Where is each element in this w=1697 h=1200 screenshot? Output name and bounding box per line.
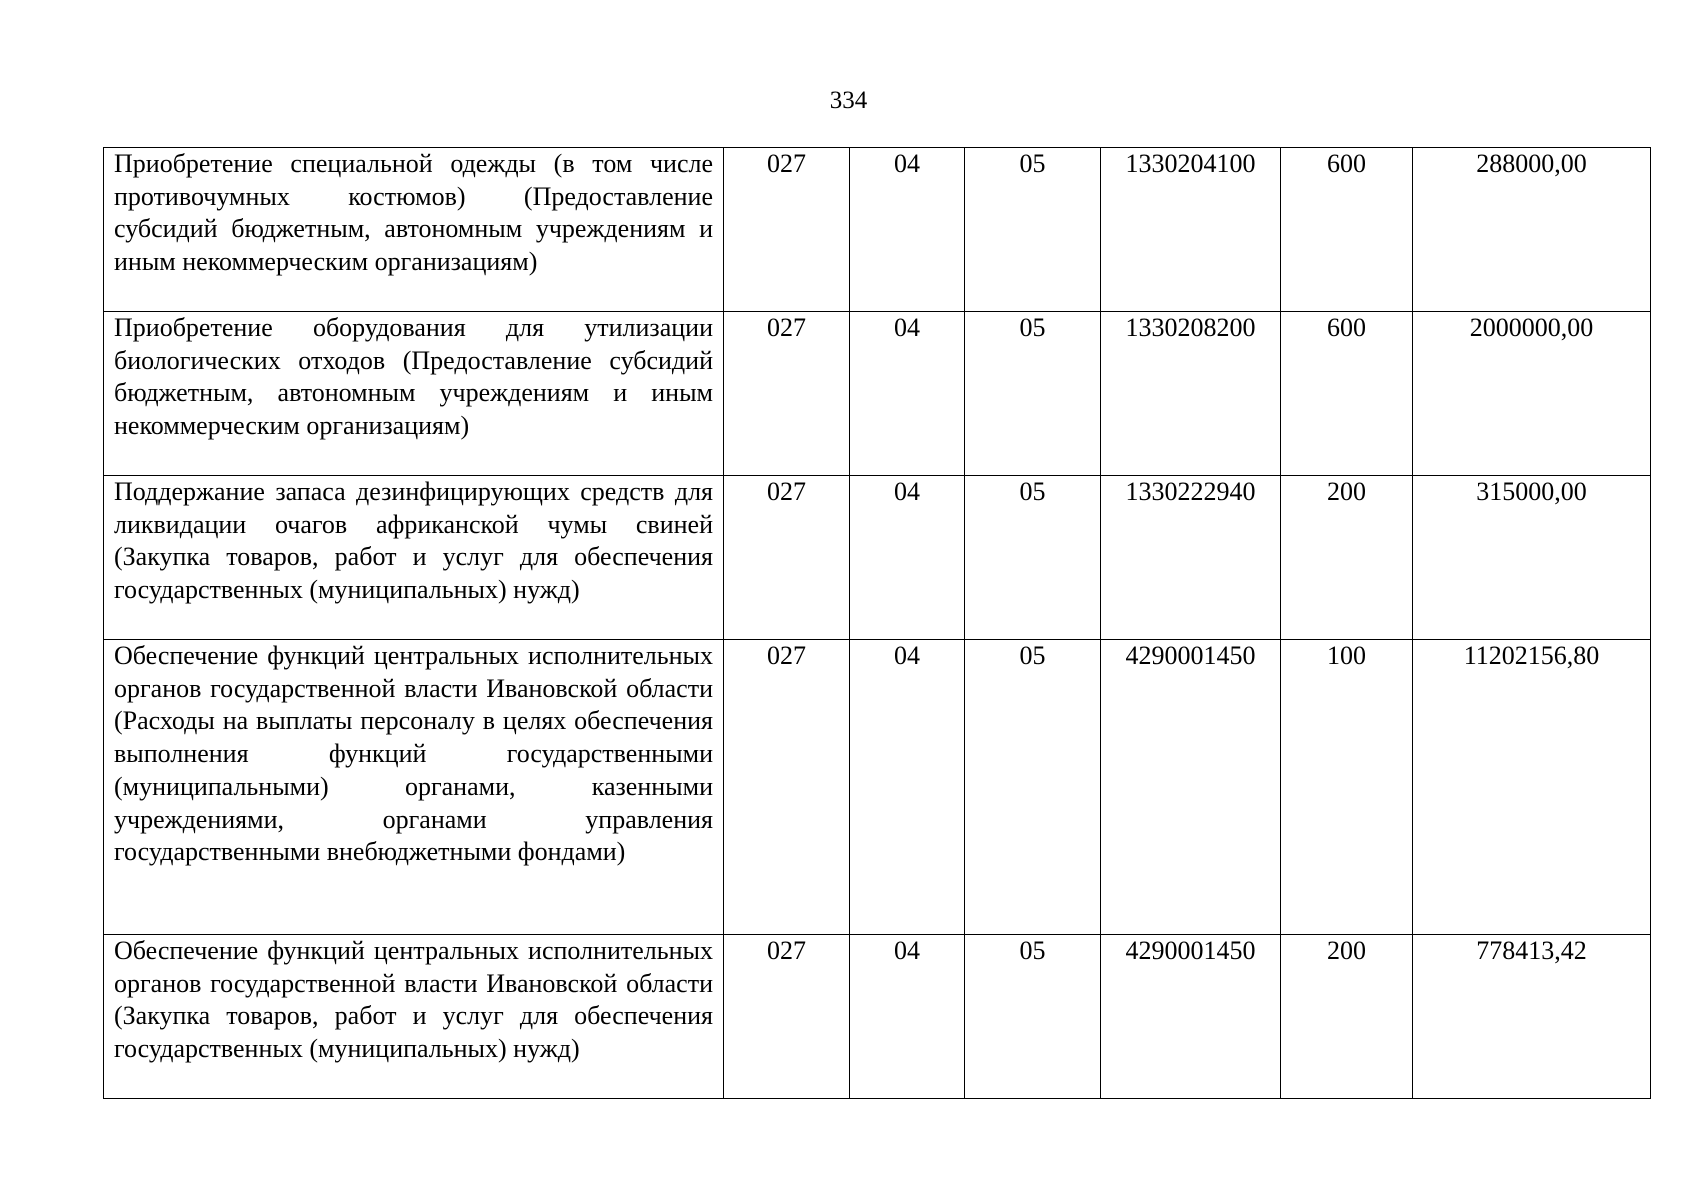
page-number: 334 [829, 87, 868, 114]
subsection-code: 05 [965, 935, 1101, 1099]
section-code: 04 [850, 476, 965, 640]
table-row [104, 312, 1651, 476]
section-code: 04 [850, 312, 965, 476]
section-code: 04 [850, 148, 965, 312]
expense-type-code: 200 [1281, 935, 1413, 1099]
table-row [104, 148, 1651, 312]
table-row [104, 935, 1651, 1099]
subsection-code: 05 [965, 148, 1101, 312]
amount-value: 315000,00 [1413, 476, 1651, 640]
target-item-code: 1330222940 [1101, 476, 1281, 640]
target-item-code: 4290001450 [1101, 935, 1281, 1099]
ministry-code: 027 [724, 312, 850, 476]
expense-description: Поддержание запаса дезинфицирующих средств для ликвидации очагов африканской чумы свиней (Закупка товаров, работ и услуг для обеспечения государственных (муниципальных) нужд) [104, 476, 724, 640]
expense-description: Обеспечение функций центральных исполнительных органов государственной власти Ивановской области (Закупка товаров, работ и услуг для обеспечения государственных (муниципальных) нужд) [104, 935, 724, 1099]
ministry-code: 027 [724, 148, 850, 312]
subsection-code: 05 [965, 312, 1101, 476]
table-row [104, 476, 1651, 640]
target-item-code: 1330208200 [1101, 312, 1281, 476]
amount-value: 778413,42 [1413, 935, 1651, 1099]
amount-value: 2000000,00 [1413, 312, 1651, 476]
target-item-code: 4290001450 [1101, 640, 1281, 935]
expense-type-code: 600 [1281, 148, 1413, 312]
expense-description: Обеспечение функций центральных исполнительных органов государственной власти Ивановской области (Расходы на выплаты персоналу в целях обеспечения выполнения функций государственными (муниципальными) органами, казенными учреждениями, органами управления государственными внебюджетными фондами) [104, 640, 724, 935]
section-code: 04 [850, 640, 965, 935]
subsection-code: 05 [965, 640, 1101, 935]
amount-value: 288000,00 [1413, 148, 1651, 312]
expense-type-code: 600 [1281, 312, 1413, 476]
amount-value: 11202156,80 [1413, 640, 1651, 935]
budget-table [103, 147, 1651, 1099]
target-item-code: 1330204100 [1101, 148, 1281, 312]
ministry-code: 027 [724, 640, 850, 935]
expense-description: Приобретение оборудования для утилизации биологических отходов (Предоставление субсидий бюджетным, автономным учреждениям и иным некоммерческим организациям) [104, 312, 724, 476]
subsection-code: 05 [965, 476, 1101, 640]
expense-type-code: 100 [1281, 640, 1413, 935]
section-code: 04 [850, 935, 965, 1099]
ministry-code: 027 [724, 476, 850, 640]
expense-type-code: 200 [1281, 476, 1413, 640]
ministry-code: 027 [724, 935, 850, 1099]
expense-description: Приобретение специальной одежды (в том числе противочумных костюмов) (Предоставление субсидий бюджетным, автономным учреждениям и иным некоммерческим организациям) [104, 148, 724, 312]
table-row [104, 640, 1651, 935]
